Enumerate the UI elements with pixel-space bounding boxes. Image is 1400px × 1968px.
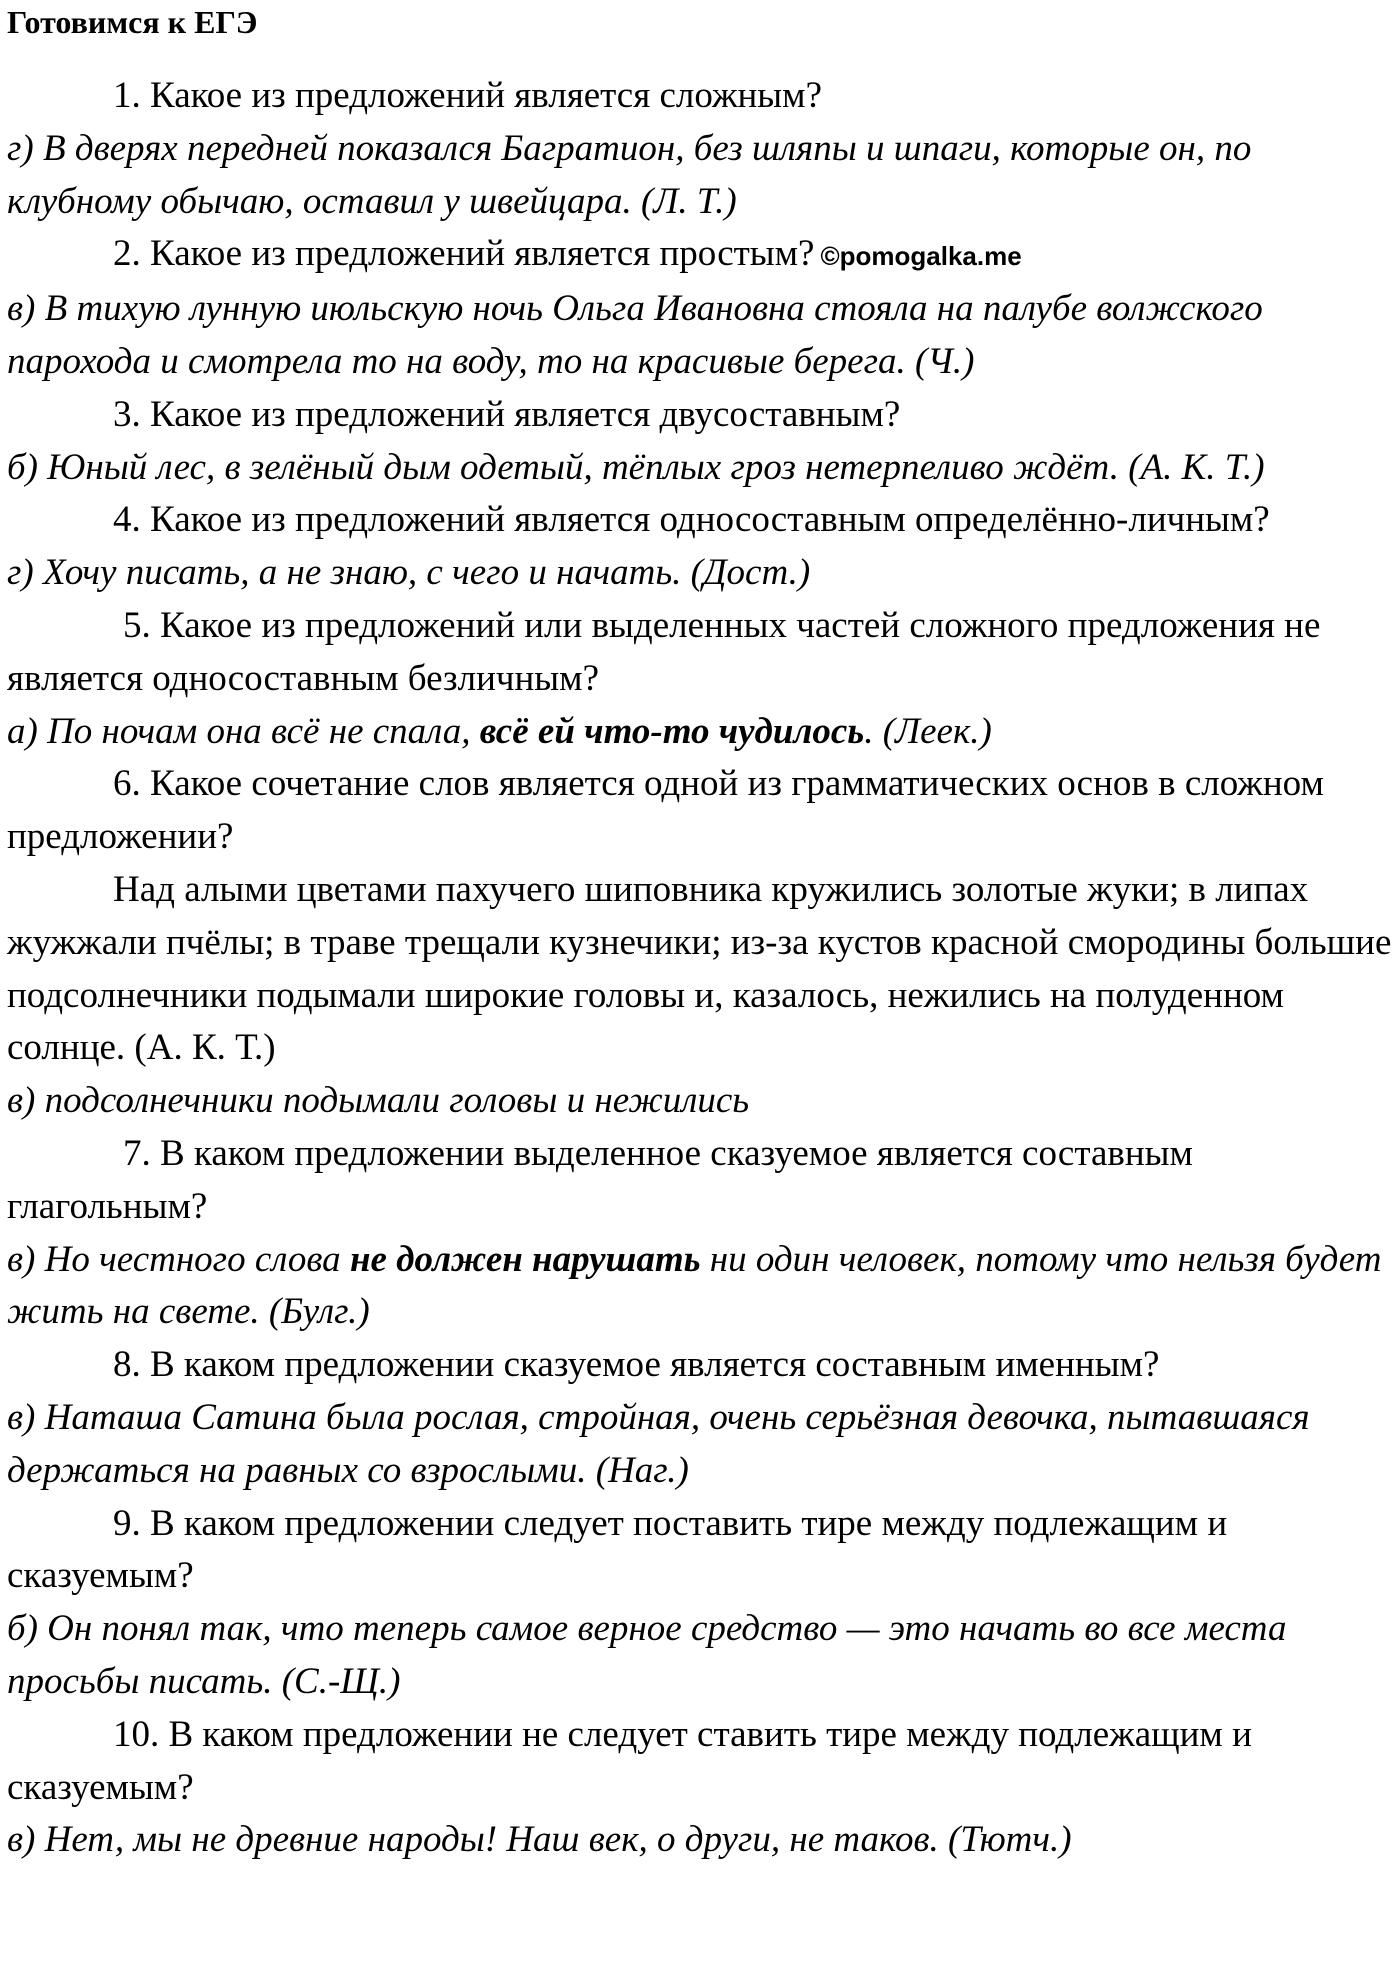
answer-1: г) В дверях передней показался Багратион, без шляпы и шпаги, которые он, по клубному обычаю, оставил у швейцара. (Л. Т.) [7,127,1252,222]
answer-8: в) Наташа Сатина была рослая, стройная, очень серьёзная девочка, пытавшаяся держаться на равных со взрослыми. (Наг.) [7,1396,1310,1491]
watermark: ©pomogalka.me [820,241,1022,272]
answer-10: в) Нет, мы не древние народы! Наш век, о други, не таков. (Тютч.) [7,1819,1072,1861]
answer-5-text: а) По ночам она всё не спала, [7,710,480,752]
question-4: 4. Какое из предложений является односоставным определённо-личным? [113,499,1270,541]
answer-6: в) подсолнечники подымали головы и нежились [7,1080,750,1122]
question-7: 7. В каком предложении выделенное сказуемое является составным глагольным? [7,1132,1193,1227]
question-9: 9. В каком предложении следует поставить тире между подлежащим и сказуемым? [7,1502,1228,1597]
page-title: Готовимся к ЕГЭ [7,4,258,40]
question-list [7,70,1399,1867]
answer-7-highlight: не должен нарушать [349,1238,701,1280]
answer-2: в) В тихую лунную июльскую ночь Ольга Ивановна стояла на палубе волжского парохода и смотрела то на воду, то на красивые берега. (Ч.) [7,288,1263,382]
answer-7-source: ни один человек, потому что нельзя будет жить на свете. (Булг.) [7,1238,1382,1333]
answer-3: б) Юный лес, в зелёный дым одетый, тёплых гроз нетерпеливо ждёт. (А. К. Т.) [7,446,1265,488]
answer-7 [7,1234,1399,1340]
answer-5 [7,706,1399,759]
answer-5-highlight: всё ей что-то чудилось [479,710,865,752]
question-2 [7,228,1399,283]
answer-5-source: . (Леек.) [864,710,992,752]
question-8: 8. В каком предложении сказуемое является составным именным? [113,1344,1160,1386]
question-2-text: 2. Какое из предложений является простым? [113,233,815,275]
question-6-passage: Над алыми цветами пахучего шиповника кружились золотые жуки; в липах жужжали пчёлы; в траве трещали кузнечики; из-за кустов красной смородины большие подсолнечники подымали широкие головы и, казалось, нежились на полуденном солнце. (А. К. Т.) [7,868,1392,1069]
answer-9: б) Он понял так, что теперь самое верное средство — это начать во все места просьбы писать. (С.-Щ.) [7,1608,1287,1702]
answer-7-text: в) Но честного слова [7,1238,350,1280]
answer-4: г) Хочу писать, а не знаю, с чего и начать. (Дост.) [7,552,811,594]
question-1: 1. Какое из предложений является сложным? [113,75,822,116]
question-10: 10. В каком предложении не следует ставить тире между подлежащим и сказуемым? [7,1713,1252,1808]
question-3: 3. Какое из предложений является двусоставным? [113,393,901,435]
question-6: 6. Какое сочетание слов является одной из грамматических основ в сложном предложении? [7,763,1324,858]
question-5: 5. Какое из предложений или выделенных частей сложного предложения не является односоставным безличным? [7,604,1321,699]
